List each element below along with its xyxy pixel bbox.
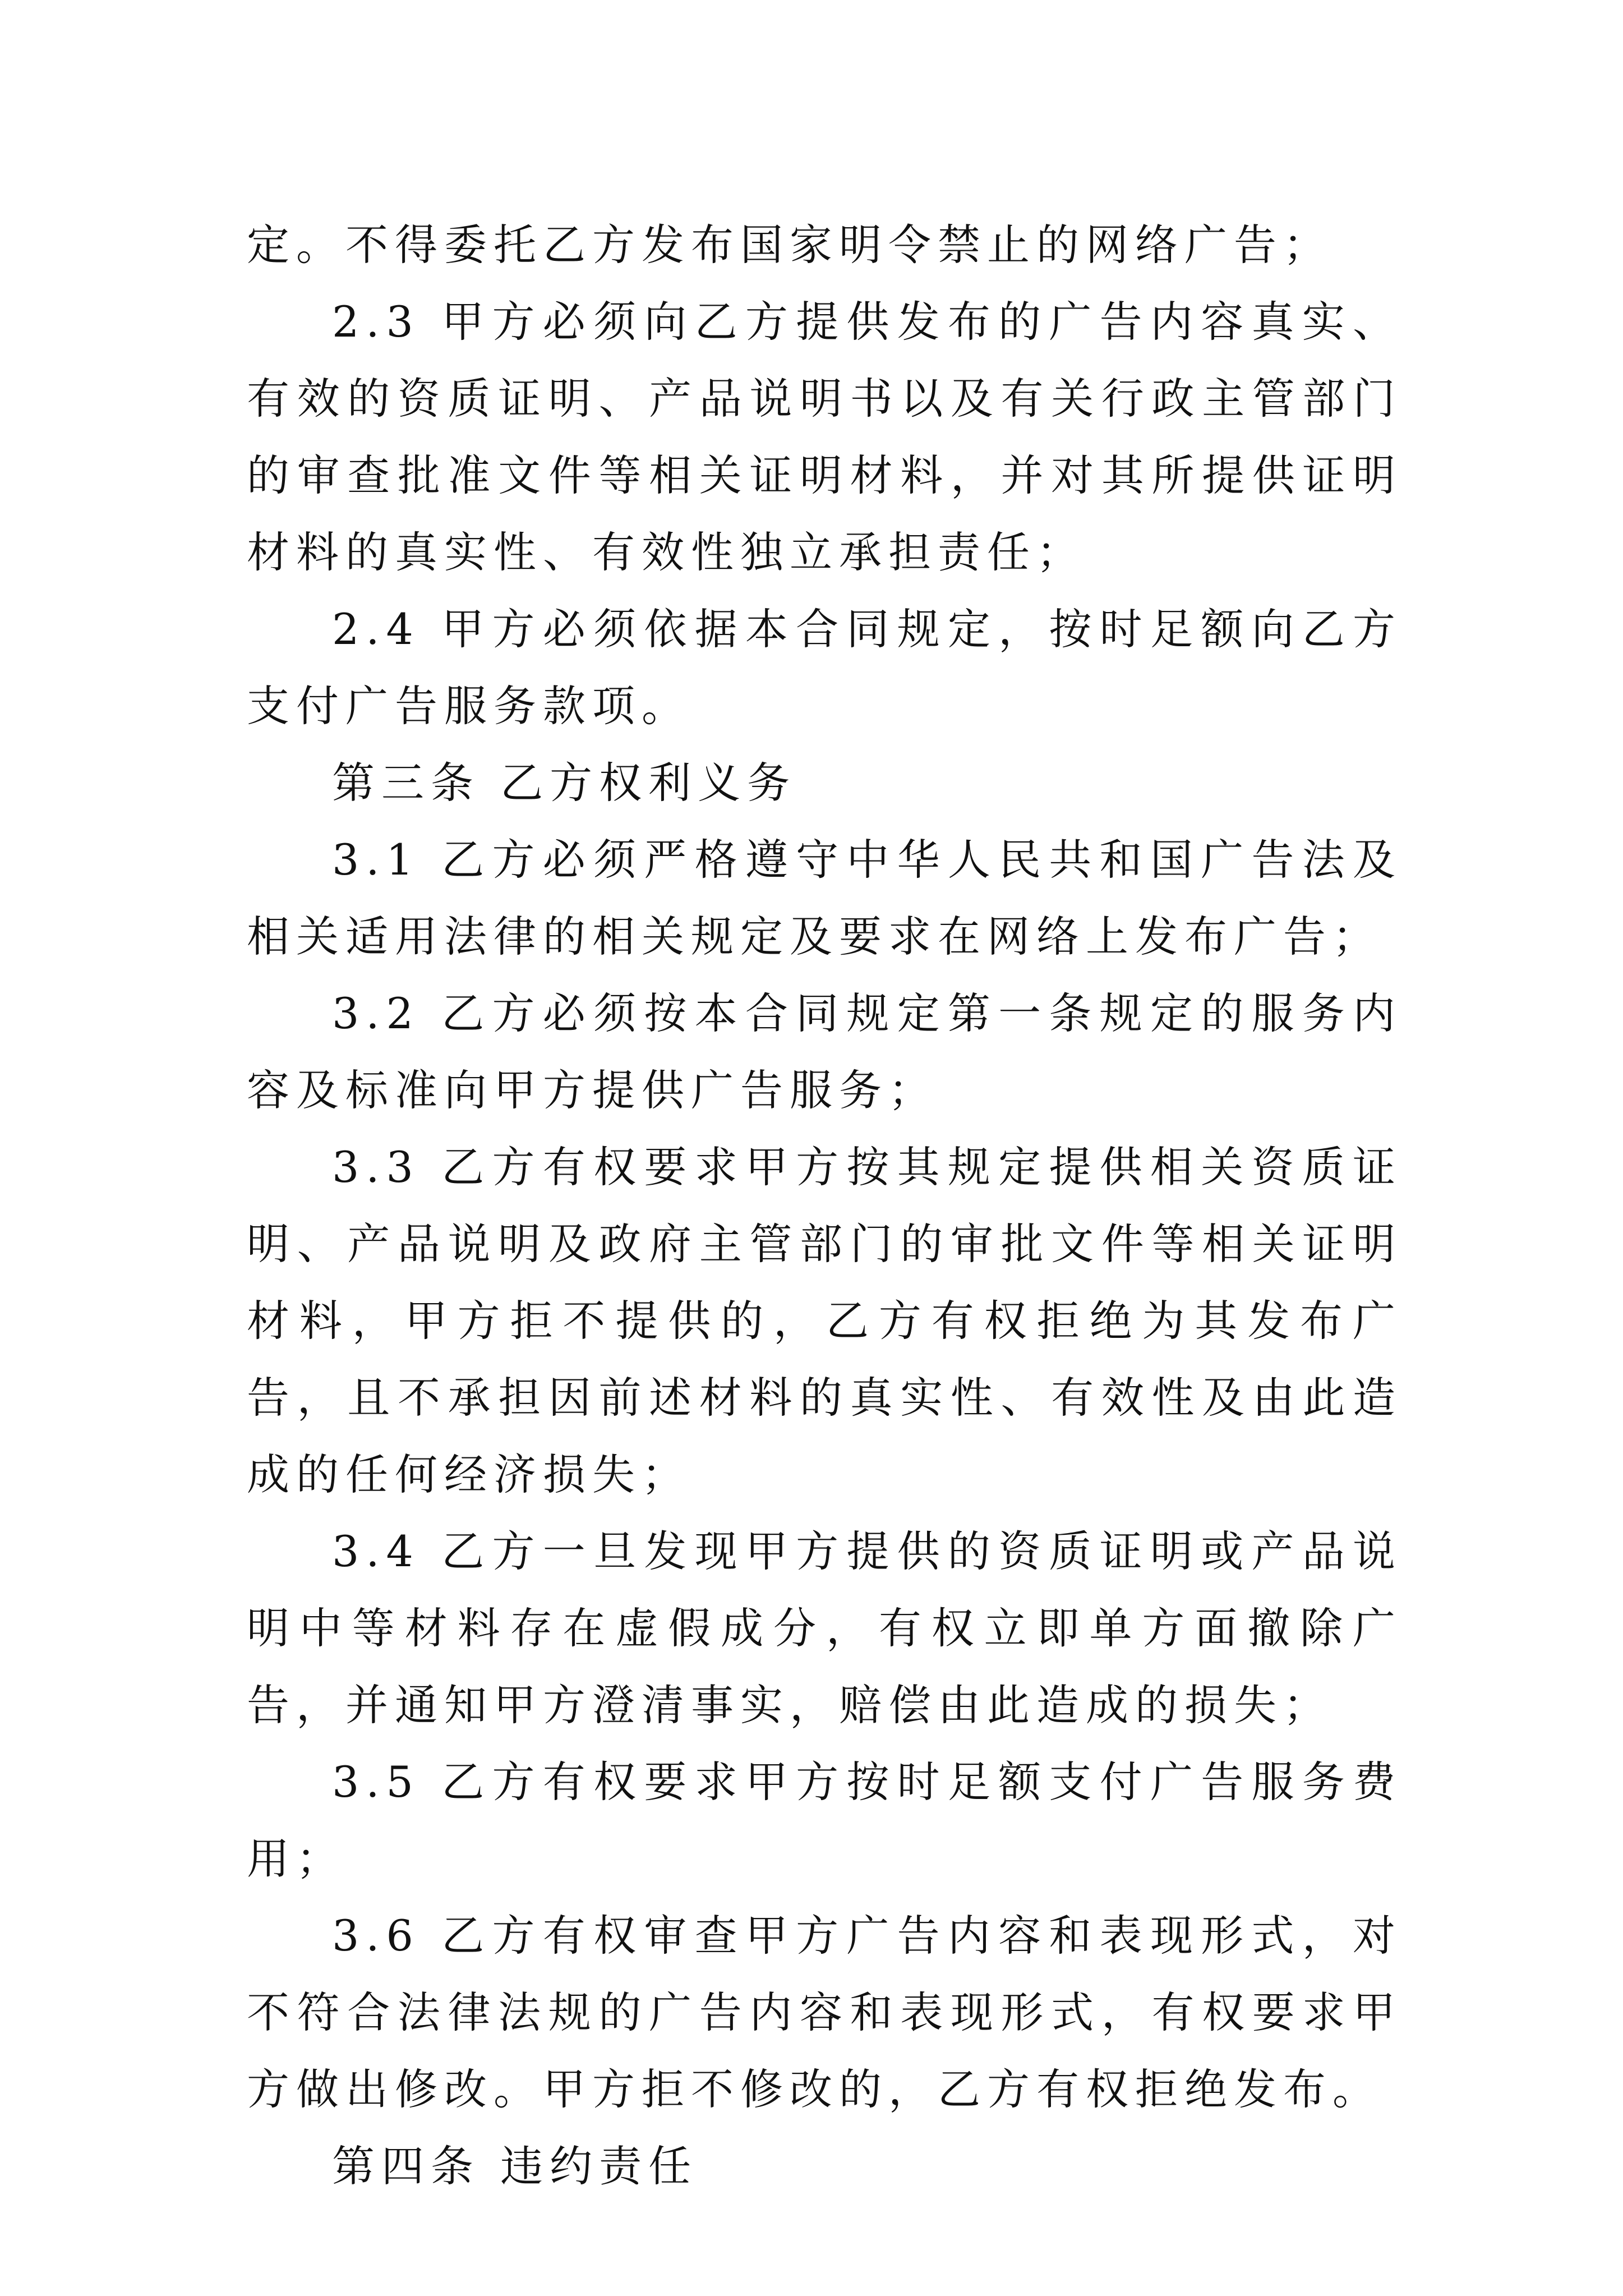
clause-3-3: 3.3 乙方有权要求甲方按其规定提供相关资质证明、产品说明及政府主管部门的审批文件等相关证明材料，甲方拒不提供的，乙方有权拒绝为其发布广告，且不承担因前述材料的真实性、有效性及由此造成的任何经济损失； xyxy=(247,1142,1402,1499)
contract-body xyxy=(247,206,1402,2205)
clause-3-1: 3.1 乙方必须严格遵守中华人民共和国广告法及相关适用法律的相关规定及要求在网络上发布广告； xyxy=(247,835,1402,961)
clause-2-3: 2.3 甲方必须向乙方提供发布的广告内容真实、有效的资质证明、产品说明书以及有关行政主管部门的审查批准文件等相关证明材料，并对其所提供证明材料的真实性、有效性独立承担责任； xyxy=(247,297,1402,577)
article-4-heading: 第四条 违约责任 xyxy=(332,2141,698,2191)
clause-3-5: 3.5 乙方有权要求甲方按时足额支付广告服务费用； xyxy=(247,1757,1402,1884)
article-3-heading: 第三条 乙方权利义务 xyxy=(332,758,797,808)
clause-3-4: 3.4 乙方一旦发现甲方提供的资质证明或产品说明中等材料存在虚假成分，有权立即单方面撤除广告，并通知甲方澄清事实，赔偿由此造成的损失； xyxy=(247,1526,1402,1730)
clause-3-2: 3.2 乙方必须按本合同规定第一条规定的服务内容及标准向甲方提供广告服务； xyxy=(247,988,1402,1115)
paragraph-continuation: 定。不得委托乙方发布国家明令禁止的网络广告； xyxy=(247,220,1332,270)
clause-3-6: 3.6 乙方有权审查甲方广告内容和表现形式，对不符合法律法规的广告内容和表现形式，有权要求甲方做出修改。甲方拒不修改的，乙方有权拒绝发布。 xyxy=(247,1911,1402,2114)
clause-2-4: 2.4 甲方必须依据本合同规定，按时足额向乙方支付广告服务款项。 xyxy=(247,604,1402,731)
